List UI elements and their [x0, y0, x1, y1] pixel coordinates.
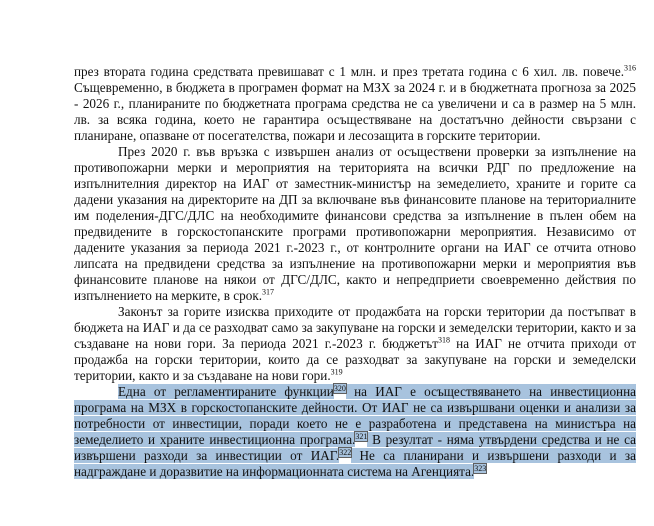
document-body — [74, 64, 636, 480]
footnote-ref: 316 — [624, 63, 636, 73]
selected-footnote-ref[interactable]: 321 — [355, 431, 368, 441]
selected-text-run[interactable]: на ИАГ е осъществяването на инвестиционна програма на МЗХ в горскостопанските дейности. От ИАГ не са извършвани оценки и анализи за потребности от инвестиции, поради което не е разработена и представена на министъра на земеделието и храните инвестиционна програма. — [74, 384, 637, 447]
selected-text-run[interactable]: Една от регламентираните функции — [118, 384, 334, 399]
selected-text-run[interactable]: В резултат - няма утвърдени средства и не са извършени разходи за инвестиции от ИАГ. — [74, 432, 636, 463]
footnote-ref: 317 — [262, 287, 275, 297]
text-run: Същевременно, в бюджета в програмен формат на МЗХ за 2024 г. и в бюджетната прогноза за 2025 - 2026 г., планираните по бюджетната програма средства не са увеличени и са в размер на 5 млн. лв. за всяка година, което не гарантира осъществяване на достатъчно дейности свързани с планиране, опазване от посегателства, пожари и лесозащита в горските територии. — [74, 80, 636, 143]
paragraph-3 — [74, 304, 636, 384]
text-run: през втората година средствата превишават с 1 млн. и през третата година с 6 хил. лв. повече. — [74, 64, 624, 79]
selected-footnote-ref[interactable]: 320 — [333, 383, 346, 393]
selected-text-run[interactable]: Не са планирани и извършени разходи и за надграждане и доразвитие на информационната система на Агенцията. — [74, 448, 636, 479]
paragraph-2 — [74, 144, 636, 304]
text-run: През 2020 г. във връзка с извършен анализ от осъществени проверки за изпълнение на противопожарни мерки и мероприятия на територията на всички РДГ по предложение на изпълнителния директор на ИАГ от заместник-министър на земеделието, храните и горите са дадени указания на директорите на ДП за включване във финансовите планове на териториалните им поделения-ДГС/ДЛС на необходимите финансови средства за изпълнение в пълен обем на предвидените в горскостопанските програми противопожарни мероприятия. Независимо от дадените указания за периода 2021 г.-2023 г., от контролните органи на ИАГ се отчита отново липсата на предвидени средства за изпълнение на противопожарни мерки и мероприятия във финансовите планове на някои от ДГС/ДЛС, както и непредприети своевременно действия по изпълнението на мерките, в срок. — [74, 144, 636, 303]
selected-footnote-ref[interactable]: 323 — [474, 463, 487, 473]
footnote-ref: 318 — [437, 335, 450, 345]
footnote-ref: 319 — [330, 367, 343, 377]
paragraph-1 — [74, 64, 636, 144]
text-run: Законът за горите изисква приходите от продажбата на горски територии да постъпват в бюджета на ИАГ и да се разходват само за закупуване на горски и земеделски територии, както и за създаване на нови гори. За периода 2021 г.-2023 г. бюджетът — [74, 304, 636, 351]
selected-footnote-ref[interactable]: 322 — [339, 447, 352, 457]
paragraph-4-highlighted[interactable] — [74, 384, 636, 480]
text-run: на ИАГ не отчита приходи от продажба на горски територии, които да се разходват за закупуване на горски и земеделски територии, както и за създаване на нови гори. — [74, 336, 637, 383]
